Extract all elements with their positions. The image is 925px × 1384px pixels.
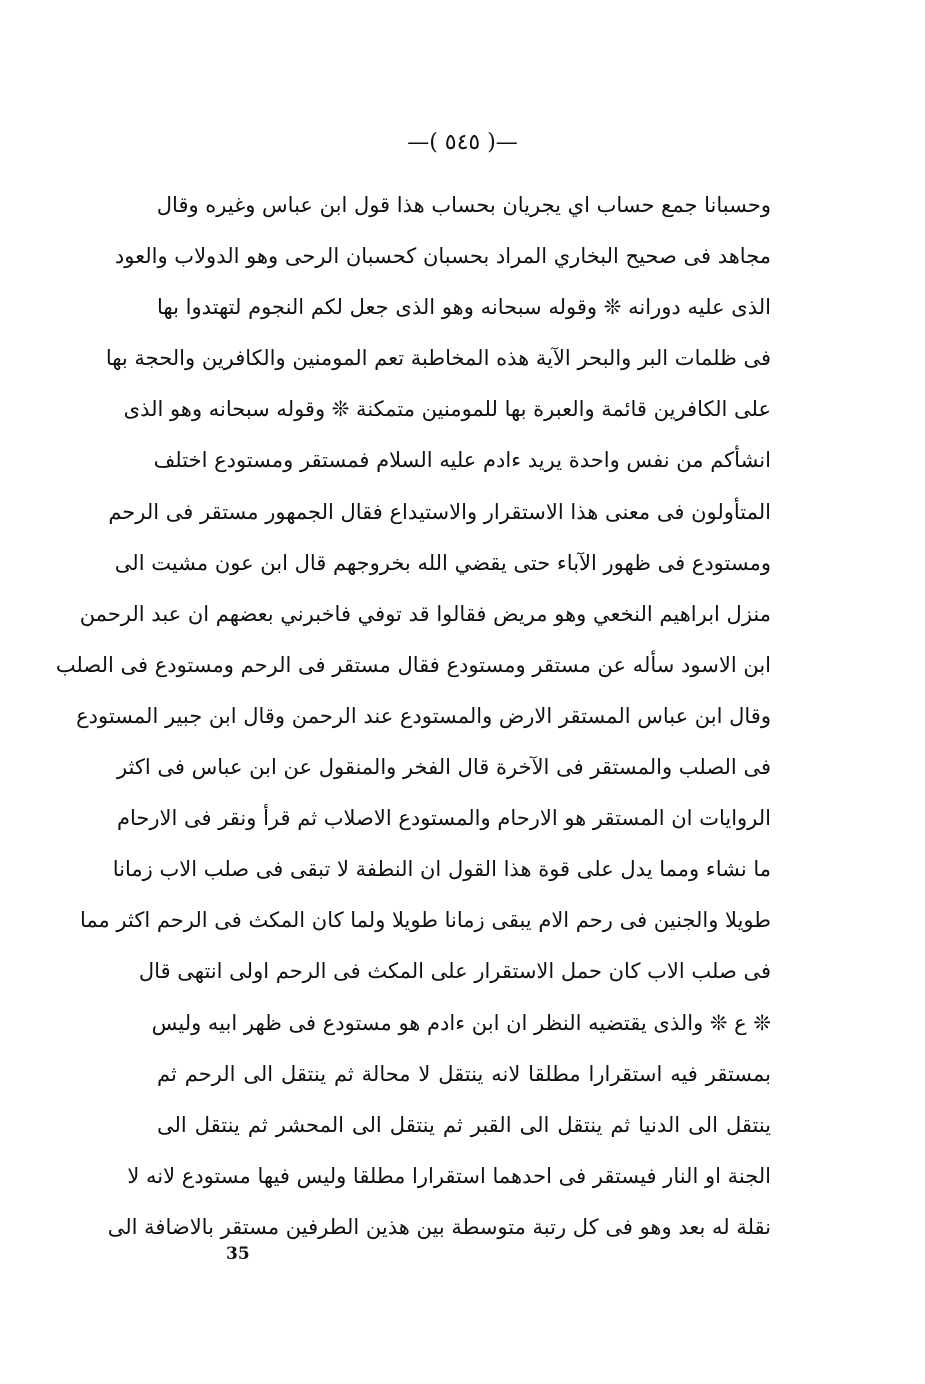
page-number: —( ٥٤٥ )— bbox=[407, 130, 518, 155]
text-line: ابن الاسود سأله عن مستقر ومستودع فقال مستقر فى الرحم ومستودع فى الصلب bbox=[55, 652, 771, 677]
text-line: وقال ابن عباس المستقر الارض والمستودع عند الرحمن وقال ابن جبير المستودع bbox=[76, 703, 771, 728]
text-line: على الكافرين قائمة والعبرة بها للمومنين متمكنة ❊ وقوله سبحانه وهو الذى bbox=[123, 397, 771, 422]
text-line: انشأكم من نفس واحدة يريد ءادم عليه السلام فمستقر ومستودع اختلف bbox=[153, 448, 771, 473]
text-line: فى صلب الاب كان حمل الاستقرار على المكث فى الرحم اولى انتهى قال bbox=[138, 959, 771, 984]
text-line: طويلا والجنين فى رحم الام يبقى زمانا طويلا ولما كان المكث فى الرحم اكثر مما bbox=[79, 908, 771, 933]
text-line: وحسبانا جمع حساب اي يجريان بحساب هذا قول ابن عباس وغيره وقال bbox=[156, 193, 771, 217]
text-line: فى الصلب والمستقر فى الآخرة قال الفخر والمنقول عن ابن عباس فى اكثر bbox=[116, 755, 771, 780]
text-line: الروايات ان المستقر هو الارحام والمستودع الاصلاب ثم قرأ ونقر فى الارحام bbox=[116, 806, 771, 831]
text-line: ❊ ع ❊ والذى يقتضيه النظر ان ابن ءادم هو مستودع فى ظهر ابيه وليس bbox=[151, 1010, 771, 1035]
text-line: فى ظلمات البر والبحر الآية هذه المخاطبة تعم المومنين والكافرين والحجة بها bbox=[105, 346, 771, 371]
text-line: بمستقر فيه استقرارا مطلقا لانه ينتقل لا محالة ثم ينتقل الى الرحم ثم bbox=[157, 1061, 771, 1086]
text-line: ومستودع فى ظهور الآباء حتى يقضي الله بخروجهم قال ابن عون مشيت الى bbox=[114, 550, 771, 575]
signature-mark: 35 bbox=[226, 1244, 250, 1264]
text-line: الذى عليه دورانه ❊ وقوله سبحانه وهو الذى جعل لكم النجوم لتهتدوا بها bbox=[157, 295, 771, 320]
text-line: منزل ابراهيم النخعي وهو مريض فقالوا قد توفي فاخبرني بعضهم ان عبد الرحمن bbox=[79, 601, 771, 626]
text-line: ينتقل الى الدنيا ثم ينتقل الى القبر ثم ينتقل الى المحشر ثم ينتقل الى bbox=[157, 1112, 771, 1137]
text-line: ما نشاء ومما يدل على قوة هذا القول ان النطفة لا تبقى فى صلب الاب زمانا bbox=[112, 857, 771, 882]
text-line: مجاهد فى صحيح البخاري المراد بحسبان كحسبان الرحى وهو الدولاب والعود bbox=[114, 244, 771, 269]
text-line: المتأولون فى معنى هذا الاستقرار والاستيداع فقال الجمهور مستقر فى الرحم bbox=[108, 499, 771, 524]
text-line: الجنة او النار فيستقر فى احدهما استقرارا مطلقا وليس فيها مستودع لانه لا bbox=[127, 1163, 771, 1188]
body-text bbox=[55, 180, 771, 1253]
text-line: نقلة له بعد وهو فى كل رتبة متوسطة بين هذين الطرفين مستقر بالاضافة الى bbox=[107, 1214, 771, 1239]
